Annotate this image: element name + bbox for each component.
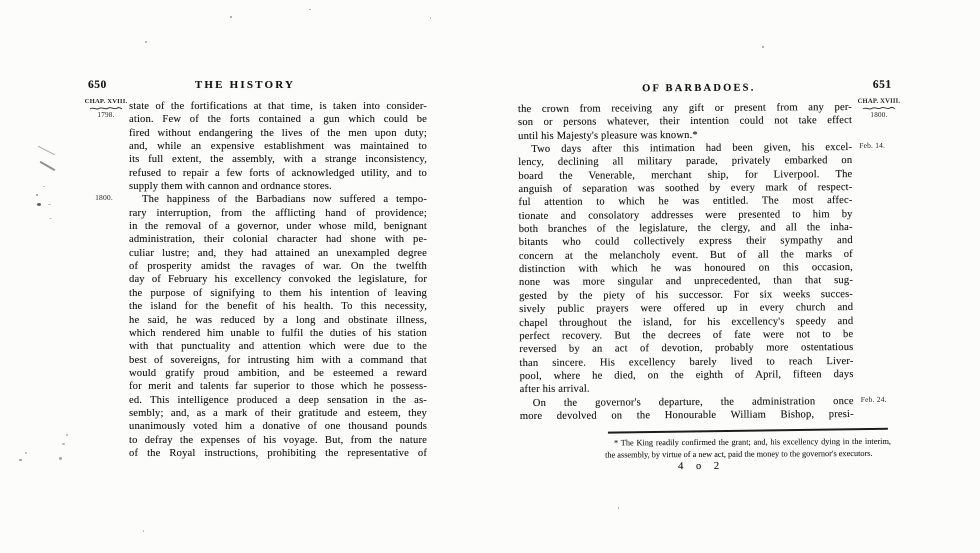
text-line: rary interruption, from the afflicting hand of providence;	[129, 207, 427, 219]
text-line: On the governor's departure, the administration once	[532, 395, 854, 409]
footnote-line: * The King readily confirmed the grant; and, his excellency dying in the interim,	[613, 436, 892, 448]
text-line: chapel throughout the island, for his excellency's speedy and	[519, 315, 854, 329]
text-line: for merit and talents far superior to those which he possess-	[129, 381, 427, 393]
text-line: more devolved on the Honourable William Bishop, presi-	[519, 408, 854, 422]
text-line: reversed by an act of devotion, probably more ostentatious	[519, 342, 854, 356]
left-page-number: 650	[88, 79, 107, 91]
text-line: the island for the benefit of his health. To this necessity,	[129, 301, 427, 313]
text-line: until his Majesty's pleasure was known.*	[518, 129, 698, 142]
text-line: The happiness of the Barbadians now suffered a tempo-	[142, 194, 427, 206]
right-text-column	[518, 101, 854, 423]
text-line: gested by the piety of his successor. For six weeks succes-	[519, 288, 854, 302]
scan-speck	[49, 218, 52, 219]
text-line: fired without endangering the lives of the men upon duty;	[129, 127, 427, 139]
text-line: refused to repair a few forts of acknowledged utility, and to	[129, 167, 427, 179]
text-line: sively public prayers were offered up in every church and	[519, 302, 854, 316]
text-line: ed. This intelligence produced a deep sensation in the as-	[129, 394, 427, 406]
scan-speck	[66, 434, 68, 436]
chapter-label: CHAP. XVIII.	[84, 98, 128, 105]
text-line: tionate and consolatory addresses were presented to him by	[518, 208, 853, 222]
text-line: bitants who could collectively express their sympathy and	[518, 235, 853, 249]
scan-speck	[62, 443, 65, 445]
text-line: of prosperity amidst the ravages of war. On the twelfth	[129, 261, 427, 273]
text-line: which rendered him unable to fulfil the duties of his station	[129, 327, 427, 339]
text-line: its full extent, the assembly, with a strange inconsistency,	[129, 154, 427, 166]
scan-speck	[25, 452, 27, 454]
scan-speck	[230, 16, 232, 18]
text-line: distinction with which he was honoured on this occasion,	[518, 262, 853, 276]
text-line: with that punctuality and attention which were due to the	[129, 341, 427, 353]
scan-speck	[309, 9, 311, 10]
text-line: the purpose of signifying to them his intention of leaving	[129, 287, 427, 299]
text-line: day of February his excellency convoked the legislature, for	[129, 274, 427, 286]
text-line: than sincere. His excellency barely lived to reach Liver-	[519, 355, 854, 369]
scan-speck	[143, 530, 144, 532]
scan-speck	[37, 203, 41, 206]
text-line: in the removal of a governor, under whose mild, benignant	[129, 221, 427, 233]
right-running-head: OF BARBADOES.	[642, 82, 756, 95]
scan-speck	[36, 194, 38, 196]
chapter-label: CHAP. XVIII.	[857, 97, 901, 105]
scan-speck	[618, 507, 619, 509]
text-line: the crown from receiving any gift or present from any per-	[517, 102, 852, 116]
text-line: concern at the melancholy event. But of all the marks of	[518, 248, 853, 262]
text-line: unanimously voted him a donative of one thousand pounds	[129, 421, 427, 433]
left-running-head: THE HISTORY	[194, 79, 296, 91]
text-line: state of the fortifications at that time, is taken into consider-	[129, 101, 427, 112]
text-line: to defray the expenses of his voyage. But, from the nature	[129, 434, 427, 446]
scan-speck	[19, 459, 22, 461]
footnote-line: the assembly, by virtue of a new act, paid the money to the governor's executors.	[605, 448, 873, 460]
text-line: sembly; and, as a mark of their gratitude and esteem, they	[129, 407, 427, 419]
margin-note: Feb. 14.	[859, 140, 886, 151]
text-line: son or persons whatever, their intention could not take effect	[518, 115, 853, 129]
right-margin-notes	[858, 0, 907, 552]
text-line: none was more singular and unprecedented, than that sug-	[518, 275, 854, 289]
scan-speck	[48, 204, 51, 205]
text-line: would gratify proud ambition, and be esteemed a reward	[129, 367, 427, 379]
margin-note: Feb. 24.	[860, 394, 887, 404]
text-line: after his arrival.	[519, 383, 590, 396]
text-line: both branches of the legislature, the clergy, and all the inha-	[518, 222, 853, 236]
text-line: of the Royal instructions, prohibiting the representative of	[129, 447, 427, 459]
text-line: Two days after this intimation had been given, his excel-	[531, 142, 853, 155]
text-line: administration, their colonial character had shone with pe-	[129, 234, 427, 246]
scan-speck	[762, 46, 764, 48]
text-line: supply them with cannon and ordnance stores.	[129, 181, 332, 193]
text-line: culiar lustre; and, they had attained an unexampled degree	[129, 247, 427, 259]
text-line: ation. Few of the forts contained a gun which could be	[129, 114, 427, 126]
text-line: anguish of separation was soothed by every mark of respect-	[518, 182, 853, 196]
printer-signature: 4 o 2	[678, 460, 725, 473]
text-line: pool, where he died, on the eighth of April, fifteen days	[519, 368, 854, 382]
text-line: ful attention to which he was entitled. The most affec-	[518, 195, 853, 209]
footnote-rule	[608, 428, 888, 434]
text-line: board the Venerable, merchant ship, for Liverpool. The	[518, 168, 853, 182]
chapter-year: 1800.	[870, 110, 888, 119]
text-line: and, while an expensive establishment was maintained to	[129, 141, 427, 153]
text-line: lency, declining all military parade, privately embarked on	[518, 155, 853, 169]
text-line: perfect recovery. But the decrees of fate were not to be	[519, 328, 854, 342]
footnote	[605, 436, 891, 461]
scan-speck	[145, 41, 147, 43]
scan-speck	[59, 457, 62, 460]
right-page-number: 651	[872, 78, 892, 91]
chapter-year: 1798.	[97, 110, 115, 119]
text-line: best of sovereigns, for intrusting him with a command that	[129, 354, 427, 366]
scan-speck	[43, 186, 45, 187]
text-line: he said, he was reduced by a long and obstinate illness,	[129, 314, 427, 326]
margin-note: 1800.	[95, 193, 113, 203]
scan-speck	[430, 17, 431, 19]
